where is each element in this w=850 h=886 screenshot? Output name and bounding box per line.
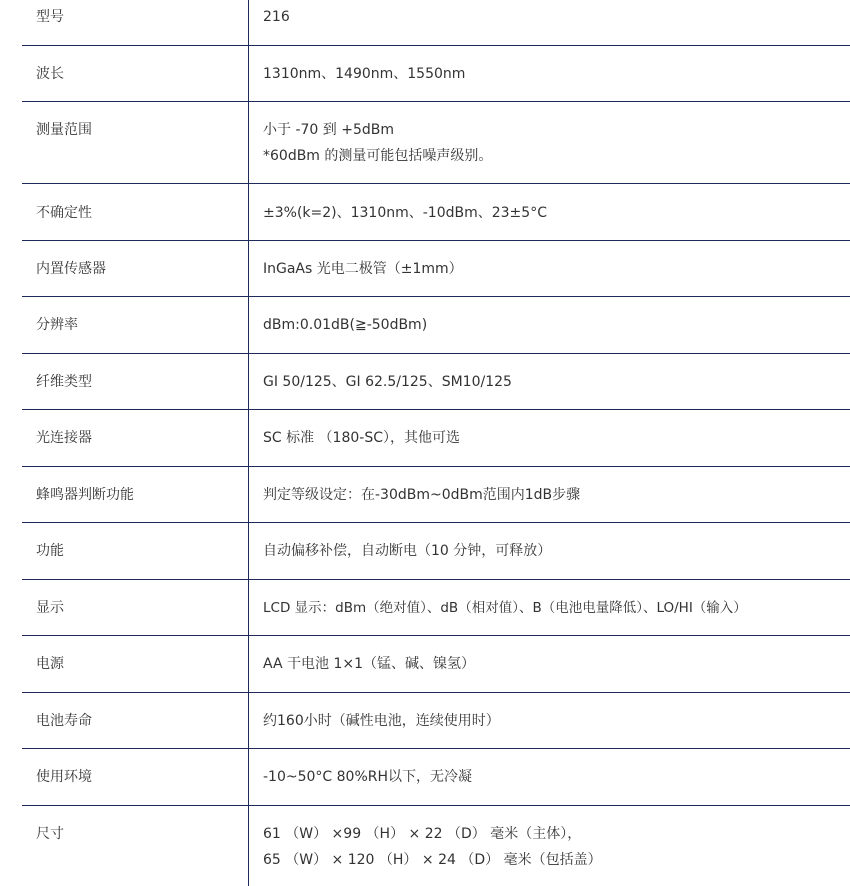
spec-value-cell bbox=[249, 580, 850, 635]
spec-value-cell bbox=[249, 693, 850, 748]
spec-value: 61 （W） ×99 （H） × 22 （D） 毫米（主体）， bbox=[263, 826, 582, 842]
spec-label: 内置传感器 bbox=[36, 261, 106, 277]
spec-value-cell bbox=[249, 297, 850, 353]
spec-value-cell bbox=[249, 523, 850, 579]
spec-value: SC 标准 （180-SC），其他可选 bbox=[263, 430, 460, 446]
spec-value-cell bbox=[249, 749, 850, 805]
spec-value: LCD 显示：dBm（绝对值）、dB（相对值）、B（电池电量降低）、LO/HI（输入） bbox=[263, 600, 747, 616]
spec-value-cell bbox=[249, 467, 850, 522]
spec-row-model bbox=[22, 0, 850, 46]
spec-value: ±3%(k=2)、1310nm、-10dBm、23±5°C bbox=[263, 205, 547, 221]
spec-label: 电源 bbox=[36, 656, 64, 672]
spec-value-cell bbox=[249, 636, 850, 692]
spec-label: 纤维类型 bbox=[36, 374, 92, 390]
spec-label-cell bbox=[22, 184, 249, 240]
spec-value: GI 50/125、GI 62.5/125、SM10/125 bbox=[263, 374, 512, 390]
spec-label-cell bbox=[22, 0, 249, 45]
spec-value-cell bbox=[249, 184, 850, 240]
spec-value: dBm:0.01dB(≧-50dBm) bbox=[263, 317, 428, 333]
spec-label: 波长 bbox=[36, 66, 64, 82]
spec-value: InGaAs 光电二极管（±1mm） bbox=[263, 261, 463, 277]
spec-row-battery-life bbox=[22, 693, 850, 749]
spec-label-cell bbox=[22, 523, 249, 579]
spec-value: 约160小时（碱性电池，连续使用时） bbox=[263, 713, 500, 729]
spec-label-cell bbox=[22, 580, 249, 635]
spec-row-resolution bbox=[22, 297, 850, 354]
spec-value-cell bbox=[249, 241, 850, 296]
spec-label-cell bbox=[22, 636, 249, 692]
spec-label: 光连接器 bbox=[36, 430, 92, 446]
spec-value-cell bbox=[249, 806, 850, 886]
spec-label: 测量范围 bbox=[36, 122, 92, 138]
spec-label: 电池寿命 bbox=[36, 713, 92, 729]
spec-label-cell bbox=[22, 241, 249, 296]
spec-value-cell bbox=[249, 410, 850, 466]
spec-label: 使用环境 bbox=[36, 769, 92, 785]
spec-row-dimensions bbox=[22, 806, 850, 886]
spec-row-uncertainty bbox=[22, 184, 850, 241]
spec-value-cell bbox=[249, 0, 850, 45]
spec-value-cell bbox=[249, 102, 850, 183]
spec-label: 尺寸 bbox=[36, 826, 64, 842]
spec-label-cell bbox=[22, 46, 249, 101]
spec-label-cell bbox=[22, 749, 249, 805]
spec-label-cell bbox=[22, 297, 249, 353]
spec-row-measure-range bbox=[22, 102, 850, 184]
spec-label: 分辨率 bbox=[36, 317, 78, 333]
spec-label-cell bbox=[22, 806, 249, 886]
spec-label-cell bbox=[22, 354, 249, 409]
spec-value: 65 （W） × 120 （H） × 24 （D） 毫米（包括盖） bbox=[263, 852, 602, 868]
spec-value-cell bbox=[249, 354, 850, 409]
spec-value: *60dBm 的测量可能包括噪声级别。 bbox=[263, 148, 493, 164]
spec-label: 显示 bbox=[36, 600, 64, 616]
spec-row-fiber-type bbox=[22, 354, 850, 410]
spec-value: -10~50°C 80%RH以下，无冷凝 bbox=[263, 769, 473, 785]
spec-value: 216 bbox=[263, 9, 290, 25]
spec-row-sensor bbox=[22, 241, 850, 297]
spec-value: AA 干电池 1×1（锰、碱、镍氢） bbox=[263, 656, 475, 672]
spec-label: 蜂鸣器判断功能 bbox=[36, 487, 134, 503]
spec-label-cell bbox=[22, 467, 249, 522]
spec-value: 自动偏移补偿，自动断电（10 分钟，可释放） bbox=[263, 543, 552, 559]
spec-table bbox=[22, 0, 850, 886]
spec-label-cell bbox=[22, 102, 249, 183]
spec-row-display bbox=[22, 580, 850, 636]
spec-value: 1310nm、1490nm、1550nm bbox=[263, 66, 466, 82]
spec-row-wavelength bbox=[22, 46, 850, 102]
spec-label: 型号 bbox=[36, 9, 64, 25]
spec-label: 不确定性 bbox=[36, 205, 92, 221]
spec-label: 功能 bbox=[36, 543, 64, 559]
spec-value-cell bbox=[249, 46, 850, 101]
spec-row-buzzer bbox=[22, 467, 850, 523]
spec-row-connector bbox=[22, 410, 850, 467]
spec-label-cell bbox=[22, 410, 249, 466]
spec-value: 小于 -70 到 +5dBm bbox=[263, 122, 394, 138]
spec-row-function bbox=[22, 523, 850, 580]
spec-label-cell bbox=[22, 693, 249, 748]
spec-row-power bbox=[22, 636, 850, 693]
spec-value: 判定等级设定：在-30dBm~0dBm范围内1dB步骤 bbox=[263, 487, 581, 503]
spec-row-environment bbox=[22, 749, 850, 806]
